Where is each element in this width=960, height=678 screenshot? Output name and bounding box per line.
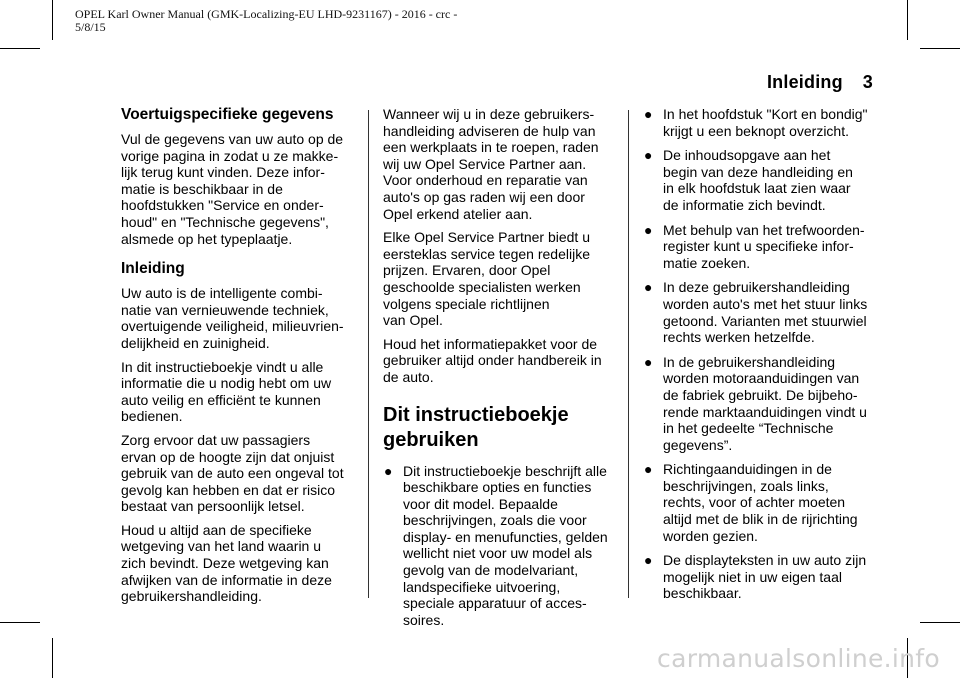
- crop-mark: [920, 48, 960, 49]
- bullet-icon: ●: [644, 552, 653, 569]
- paragraph: Uw auto is de intelligente combi- natie van vernieuwende techniek, overtuigende veiligheid, milieuvrien- delijkheid en zuinigheid.: [121, 285, 344, 351]
- list-item-text: De inhoudsopgave aan het begin van deze handleiding en in elk hoofdstuk laat zien waar de informatie zich bevindt.: [663, 147, 853, 213]
- bullet-icon: ●: [644, 279, 653, 296]
- list-item-text: In deze gebruikershandleiding worden auto's met het stuur links getoond. Varianten met stuurwiel rechts werken hetzelfde.: [663, 279, 868, 346]
- section-heading: Inleiding: [121, 260, 185, 278]
- paragraph: Vul de gegevens van uw auto op de vorige pagina in zodat u ze makke- lijk terug kunt vinden. Deze infor- matie is beschikbaar in de hoofdstukken "Service en onder- houd" en "Technische gegevens", alsmede op het typeplaatje.: [121, 131, 344, 247]
- crop-mark: [920, 622, 960, 623]
- list-item: [643, 106, 883, 139]
- crop-mark: [52, 638, 53, 678]
- column-divider: [628, 110, 629, 598]
- bullet-icon: ●: [384, 462, 393, 479]
- paragraph: In dit instructieboekje vindt u alle informatie die u nodig hebt om uw auto veilig en efficiënt te kunnen bedienen.: [121, 358, 332, 425]
- paragraph: Houd u altijd aan de specifieke wetgeving van het land waarin u zich bevindt. Deze wetgeving kan afwijken van de informatie in deze gebruikershandleiding.: [121, 521, 332, 605]
- running-header: [767, 72, 873, 93]
- chapter-heading: [383, 403, 621, 453]
- paragraph: Zorg ervoor dat uw passagiers ervan op de hoogte zijn dat onjuist gebruik van de auto een ongeval tot gevolg kan hebben en dat er risico bestaat van persoonlijk letsel.: [121, 431, 344, 515]
- watermark: carmanualsonline.info: [657, 644, 940, 673]
- bullet-icon: ●: [644, 461, 653, 478]
- bullet-icon: ●: [644, 147, 653, 164]
- list-item-text: Richtingaanduidingen in de beschrijvingen, zoals links, rechts, voor of achter moeten altijd met de blik in de rijrichting worden gezien.: [663, 461, 858, 544]
- list-item: [643, 461, 883, 544]
- heading-line: Dit instructieboekje: [383, 403, 569, 426]
- print-metadata: [75, 8, 457, 34]
- bullet-list: [383, 463, 621, 629]
- column-divider: [368, 110, 369, 598]
- list-item-text: In het hoofdstuk "Kort en bondig" krijgt u een beknopt overzicht.: [663, 106, 868, 139]
- section-heading: Voertuigspecifieke gegevens: [121, 106, 334, 123]
- list-item: [643, 279, 883, 345]
- list-item: [643, 552, 883, 602]
- page-number: 3: [862, 72, 873, 92]
- list-item-text: Dit instructieboekje beschrijft alle beschikbare opties en functies voor dit model. Bepaalde beschrijvingen, zoals die voor display- en menufuncties, gelden wellicht niet voor uw model als gevolg van de modelvariant, landspecifieke uitvoering, speciale apparatuur of acces- soires.: [403, 462, 608, 628]
- list-item-text: De displayteksten in uw auto zijn mogelijk niet in uw eigen taal beschikbaar.: [663, 552, 867, 602]
- list-item: [643, 147, 883, 213]
- column-middle: [383, 106, 621, 636]
- list-item: [383, 463, 621, 629]
- column-right: [643, 106, 883, 610]
- crop-mark: [907, 0, 908, 40]
- heading-line: gebruiken: [383, 428, 479, 451]
- bullet-icon: ●: [644, 106, 653, 122]
- list-item-text: In de gebruikershandleiding worden motoraanduidingen van de fabriek gebruikt. De bijbeho- rende marktaanduidingen vindt u in het gedeelte “Technische gegevens”.: [663, 353, 867, 453]
- bullet-icon: ●: [644, 221, 653, 238]
- bullet-list: [643, 106, 883, 602]
- crop-mark: [0, 48, 40, 49]
- section-title: Inleiding: [766, 72, 843, 92]
- paragraph: Houd het informatiepakket voor de gebruiker altijd onder handbereik in de auto.: [383, 335, 602, 385]
- paragraph: Wanneer wij u in deze gebruikers- handleiding adviseren de hulp van een werkplaats in te roepen, raden wij uw Opel Service Partner aan. Voor onderhoud en reparatie van auto's op gas raden wij een door Opel erkend atelier aan.: [383, 106, 599, 222]
- crop-mark: [52, 0, 53, 40]
- list-item: [643, 222, 883, 272]
- paragraph: Elke Opel Service Partner biedt u eersteklas service tegen redelijke prijzen. Ervaren, door Opel geschoolde specialisten werken volgens speciale richtlijnen van Opel.: [383, 229, 590, 329]
- column-left: [121, 106, 361, 612]
- meta-line: 5/8/15: [75, 20, 106, 34]
- list-item-text: Met behulp van het trefwoorden- register kunt u specifieke infor- matie zoeken.: [663, 221, 865, 271]
- bullet-icon: ●: [644, 353, 653, 370]
- list-item: [643, 354, 883, 454]
- meta-line: OPEL Karl Owner Manual (GMK-Localizing-EU LHD-9231167) - 2016 - crc -: [75, 7, 458, 21]
- crop-mark: [0, 622, 40, 623]
